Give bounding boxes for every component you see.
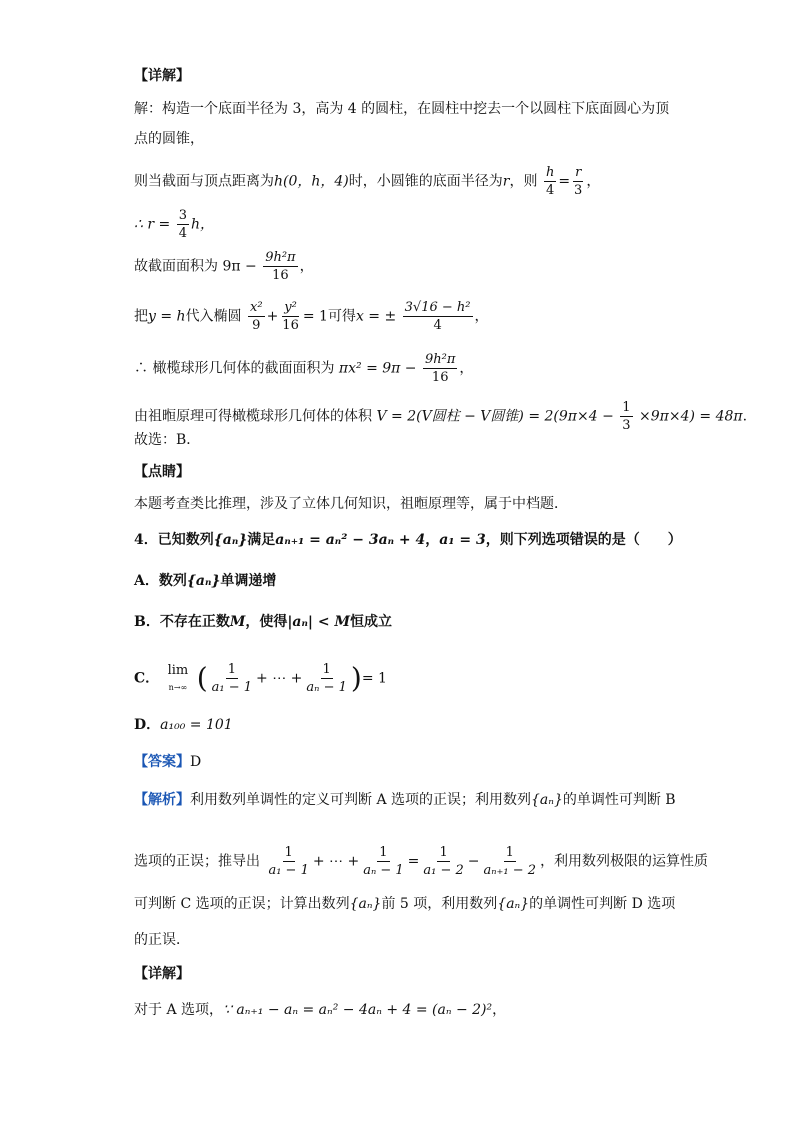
analysis-line-2 [134, 845, 708, 878]
fraction-area-2: $\frac{\text{9h²π}}{16}$ [425, 352, 456, 385]
text: ， [299, 258, 314, 275]
text: ，则下列选项错误的是（ ） [485, 532, 682, 548]
detail-heading: 【详解】 [134, 68, 190, 84]
text: . [742, 408, 748, 425]
answer-heading: 【答案】 [134, 754, 190, 770]
math-r-eq: ∴ r = [134, 216, 171, 233]
fraction-1-over-a1-minus-1: $\frac{1}{\text{a₁ − 1}}$ [211, 662, 253, 695]
math-a100: a₁₀₀ = 101 [160, 717, 233, 733]
option-b [134, 612, 392, 632]
text: 的单调性可判断 D 选项 [529, 896, 676, 912]
text: ，则 [509, 173, 538, 190]
math-difference: ∵ aₙ₊₁ − aₙ = aₙ² − 4aₙ + 4 = (aₙ − 2)² [223, 1002, 493, 1018]
math-recurrence: aₙ₊₁ = aₙ² − 3aₙ + 4 [275, 532, 426, 548]
answer-value: D [190, 754, 202, 770]
fraction: $\frac{1}{\text{a₁ − 1}}$ [268, 845, 309, 878]
plus: + [266, 308, 279, 325]
text: 不存在正数 [159, 614, 230, 630]
math-inequality: |aₙ| < M [287, 614, 350, 630]
detail-heading-2: 【详解】 [134, 966, 190, 982]
math-seq: {aₙ} [186, 573, 221, 589]
fraction-h-over-4: $\frac{h}{4}$ [545, 165, 555, 198]
text: 可判断 C 选项的正误；计算出数列 [134, 896, 350, 912]
option-label: C． [134, 670, 160, 687]
limit: lim n→∞ [167, 662, 189, 692]
text: 前 5 项，利用数列 [381, 896, 498, 912]
text: 则当截面与顶点距离为 [134, 173, 274, 190]
option-d [134, 715, 233, 735]
math-r: r [502, 173, 510, 190]
text: 时，小圆锥的底面半径为 [348, 173, 503, 190]
text: ， [459, 360, 474, 377]
analysis-line-3 [134, 894, 675, 914]
text: ∴ 橄榄球形几何体的截面面积为 [134, 360, 335, 377]
math-h-range: h(0，h，4) [274, 173, 349, 190]
text: ， [425, 532, 440, 548]
solution-line-9: 故选：B． [134, 432, 201, 448]
solution-line-5 [134, 250, 314, 283]
option-label: A． [134, 573, 159, 589]
fraction-y2-over-16: $\frac{\text{y²}}{16}$ [282, 300, 299, 333]
option-label: D． [134, 717, 161, 733]
text: ， [474, 308, 489, 325]
text: 把 [134, 308, 148, 325]
answer-line [134, 752, 201, 772]
minus: − [467, 853, 480, 870]
fraction-r-over-3: $\frac{r}{3}$ [574, 165, 583, 198]
solution-line-1: 解：构造一个底面半径为 3，高为 4 的圆柱，在圆柱中挖去一个以圆柱下底面圆心为顶 [134, 101, 670, 117]
text: 满足 [247, 532, 276, 548]
math-M: M [229, 614, 246, 630]
fraction-1-over-an-minus-1: $\frac{1}{\text{aₙ − 1}}$ [306, 662, 347, 695]
ellipsis-sum: + ⋯ + [256, 670, 303, 687]
text: 可得 [327, 308, 356, 325]
math-y-eq-h: y = h [148, 308, 186, 325]
dianjing-text: 本题考查类比推理，涉及了立体几何知识，祖暅原理等，属于中档题． [134, 496, 568, 512]
solution-line-7 [134, 352, 473, 385]
solution-line-4 [134, 208, 214, 241]
math-seq: {aₙ} [213, 532, 248, 548]
analysis-heading: 【解析】 [134, 792, 190, 808]
fraction: $\frac{1}{\text{a₁ − 2}}$ [423, 845, 464, 878]
text: 故截面面积为 9π − [134, 258, 257, 275]
text: ， [492, 1002, 507, 1018]
text: 利用数列单调性的定义可判断 A 选项的正误；利用数列 [190, 792, 532, 808]
dianjing-heading: 【点睛】 [134, 464, 190, 480]
text: 代入椭圆 [185, 308, 242, 325]
solution-line-3: 则当截面与顶点距离为h(0，h，4)时，小圆锥的底面半径为r，则 $\frac{h}{4}$ = $\frac{r}{3}$ ， [134, 165, 601, 198]
question-4 [134, 530, 682, 550]
text: ，利用数列极限的运算性质 [540, 853, 709, 870]
math-section-area: πx² = 9π − [338, 360, 417, 377]
fraction-area: $\frac{\text{9h²π}}{16}$ [265, 250, 296, 283]
text: ，使得 [245, 614, 288, 630]
fraction-1-over-3: $\frac{1}{3}$ [622, 400, 631, 433]
fraction: $\frac{1}{\text{aₙ − 1}}$ [363, 845, 404, 878]
math-h: h， [190, 216, 214, 233]
math-volume-1: V = 2(V圆柱 − V圆锥) = 2(9π×4 − [376, 408, 614, 425]
fraction-x-value: $\frac{\text{3√16 − h²}}{4}$ [404, 300, 471, 333]
text: 数列 [158, 573, 187, 589]
solution-line-8 [134, 400, 747, 433]
text: 已知数列 [157, 532, 214, 548]
fraction-x2-over-9: $\frac{\text{x²}}{9}$ [250, 300, 263, 333]
math-a1: a₁ = 3 [439, 532, 486, 548]
math-eq-1: = 1 [361, 670, 387, 687]
math-seq: {aₙ} [531, 792, 563, 808]
text: 单调递增 [220, 573, 277, 589]
fraction-3-over-4: $\frac{3}{4}$ [178, 208, 187, 241]
option-a [134, 571, 276, 591]
analysis-line-1 [134, 790, 676, 810]
text: 恒成立 [350, 614, 392, 630]
equals: = [407, 853, 420, 870]
text: 由祖暅原理可得橄榄球形几何体的体积 [134, 408, 372, 425]
option-c: C． lim n→∞ ( $\frac{1}{\text{a₁ − 1}}$ + ⋯ + $\frac{1}{\text{aₙ − 1}}$ )= 1 [134, 661, 387, 695]
question-number: 4． [134, 532, 158, 548]
detail-line-1 [134, 1000, 506, 1020]
math-volume-2: ×9π×4) = 48π [639, 408, 743, 425]
solution-line-2: 点的圆锥， [134, 131, 204, 147]
math-seq: {aₙ} [497, 896, 530, 912]
math-x-eq: x = ± [355, 308, 397, 325]
text: ， [586, 173, 601, 190]
ellipsis-sum: + ⋯ + [312, 853, 360, 870]
option-label: B． [134, 614, 160, 630]
math-seq: {aₙ} [349, 896, 382, 912]
analysis-line-4: 的正误． [134, 932, 190, 948]
text: 对于 A 选项， [134, 1002, 224, 1018]
text: 的单调性可判断 B [562, 792, 676, 808]
math-eq-1: = 1 [302, 308, 328, 325]
fraction: $\frac{1}{\text{aₙ₊₁ − 2}}$ [483, 845, 537, 878]
text: 选项的正误；推导出 [134, 853, 260, 870]
solution-line-6 [134, 300, 489, 333]
